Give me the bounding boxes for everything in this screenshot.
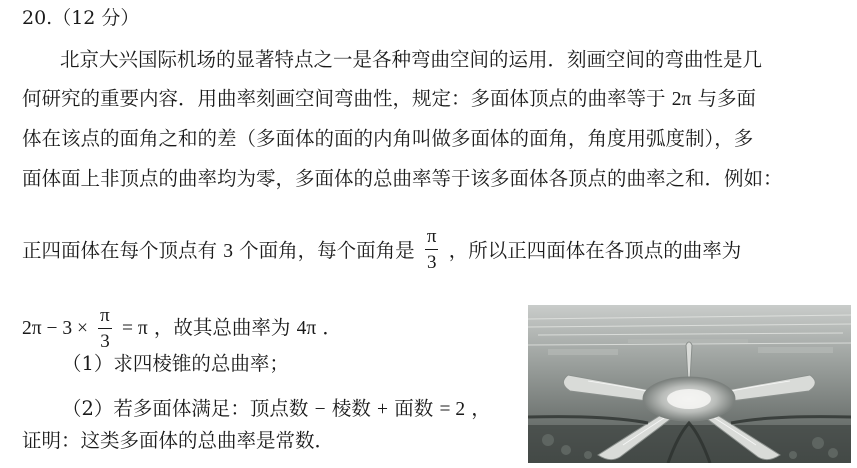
plus-sign: + [377,399,389,420]
curvature-formula-lhs: 2π − 3 × [22,318,88,339]
fraction-numerator: π [426,226,437,247]
line-5-text-c: ，所以正四面体在各顶点的曲率为 [448,239,742,262]
minus-sign: − [314,399,326,420]
formula-fraction-denominator: 3 [100,331,110,352]
q2-text-a: （2）若多面体满足：顶点数 [62,397,309,420]
paragraph-line-1: 北京大兴国际机场的显著特点之一是各种弯曲空间的运用．刻画空间的弯曲性是几 [60,48,763,71]
line-5-text-a: 正四面体在每个顶点有 [22,239,218,262]
three-number: 3 [223,241,233,262]
paragraph-line-6 [22,306,342,351]
curvature-formula-rhs: = π [121,318,148,339]
question-1: （1）求四棱锥的总曲率； [62,352,289,375]
paragraph-line-2 [22,87,756,112]
paragraph-line-3: 体在该点的面角之和的差（多面体的面的内角叫做多面体的面角，角度用弧度制），多 [22,127,754,150]
q2-text-d: ， [471,397,491,420]
q2-text-c: 面数 [394,397,434,420]
formula-fraction [98,306,112,351]
line-2-text-b: 与多面 [697,87,757,110]
paragraph-line-5 [22,226,742,274]
fraction-denominator: 3 [426,252,437,273]
equals-two: = 2 [439,399,466,420]
airport-aerial-photo [528,305,851,463]
pi-over-three-fraction [425,227,439,272]
airport-illustration [528,305,851,463]
proof-statement: 证明：这类多面体的总曲率是常数． [22,429,335,452]
four-pi-expression: 4π [296,318,317,339]
line-6-text-b: ，故其总曲率为 [153,316,291,339]
two-pi-expression: 2π [671,89,692,110]
formula-fraction-numerator: π [100,305,110,326]
line-2-text-a: 何研究的重要内容．用曲率刻画空间弯曲性，规定：多面体顶点的曲率等于 [22,87,666,110]
problem-header: 20.（12 分） [22,7,140,29]
paragraph-line-4: 面体面上非顶点的曲率均为零，多面体的总曲率等于该多面体各顶点的曲率之和．例如： [22,167,783,190]
q2-text-b: 棱数 [331,397,371,420]
line-6-text-c: ． [322,316,342,339]
question-2 [62,397,491,422]
line-5-text-b: 个面角，每个面角是 [239,239,415,262]
